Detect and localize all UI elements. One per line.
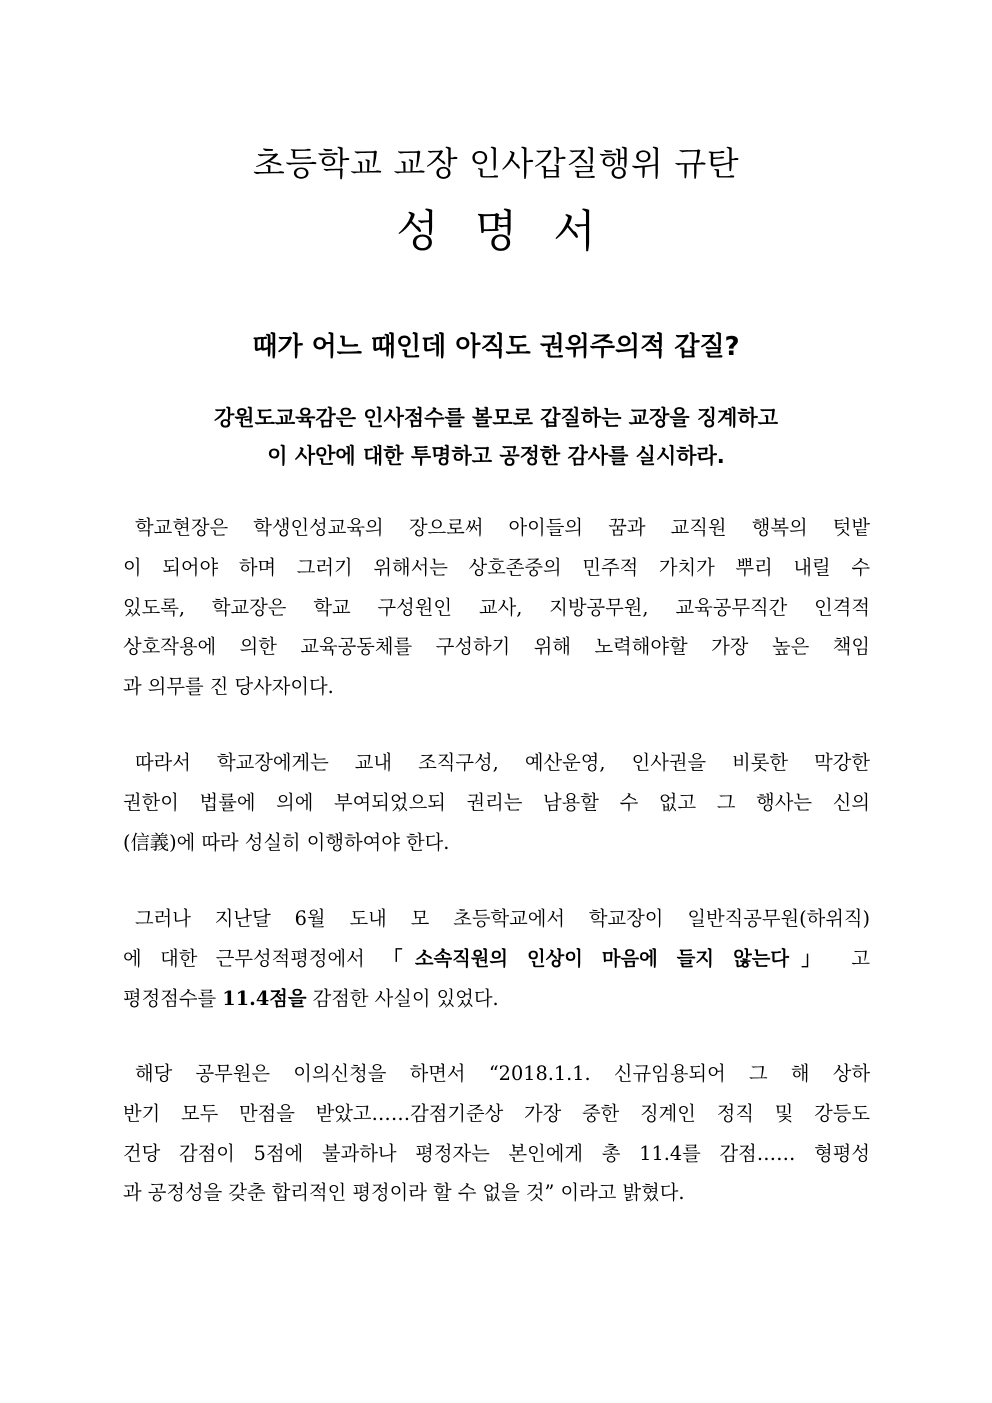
deducted-points: 11.4점을 bbox=[222, 986, 307, 1010]
paragraph-line: 해당 공무원은 이의신청을 하면서 “2018.1.1. 신규임용되어 그 해 상하 bbox=[135, 1062, 870, 1085]
paragraph-line: 과 공정성을 갖춘 합리적인 평정이라 할 수 없을 것” 이라고 밝혔다. bbox=[123, 1181, 685, 1205]
paragraph-text: 에 대한 근무성적평정에서 bbox=[123, 946, 365, 970]
paragraph-2 bbox=[123, 743, 870, 862]
document-title: 성명서 bbox=[396, 206, 632, 257]
paragraph-4 bbox=[123, 1054, 870, 1213]
paragraph-text: 감점한 사실이 있었다. bbox=[312, 986, 499, 1010]
paragraph-line: (信義)에 따라 성실히 이행하여야 한다. bbox=[123, 830, 450, 854]
paragraph-line: 이 되어야 하며 그러기 위해서는 상호존중의 민주적 가치가 뿌리 내릴 수 bbox=[123, 555, 870, 579]
paragraph-text: 고 bbox=[851, 946, 870, 970]
paragraph-line: 반기 모두 만점을 받았고……감점기준상 가장 중한 징계인 정직 및 강등도 bbox=[123, 1101, 870, 1125]
paragraph-line: 있도록, 학교장은 학교 구성원인 교사, 지방공무원, 교육공무직간 인격적 bbox=[123, 595, 870, 619]
paragraph-3 bbox=[123, 899, 870, 1018]
paragraph-line: 상호작용에 의한 교육공동체를 구성하기 위해 노력해야할 가장 높은 책임 bbox=[123, 635, 870, 659]
paragraph-line: 과 의무를 진 당사자이다. bbox=[123, 675, 334, 699]
paragraph-line: 건당 감점이 5점에 불과하나 평정자는 본인에게 총 11.4를 감점…… 형평성 bbox=[123, 1141, 870, 1165]
paragraph-line: 학교현장은 학생인성교육의 장으로써 아이들의 꿈과 교직원 행복의 텃밭 bbox=[135, 516, 870, 539]
paragraph-line: 따라서 학교장에게는 교내 조직구성, 예산운영, 인사권을 비롯한 막강한 bbox=[135, 751, 870, 774]
demand-line-2: 이 사안에 대한 투명하고 공정한 감사를 실시하라. bbox=[267, 444, 725, 468]
document-subtitle: 초등학교 교장 인사갑질행위 규탄 bbox=[252, 144, 740, 183]
paragraph-text: 평정점수를 bbox=[123, 986, 217, 1010]
quoted-reason: 「소속직원의 인상이 마음에 들지 않는다」 bbox=[383, 946, 833, 970]
paragraph-line: 권한이 법률에 의에 부여되었으되 권리는 남용할 수 없고 그 행사는 신의 bbox=[123, 790, 870, 814]
demand-line-1: 강원도교육감은 인사점수를 볼모로 갑질하는 교장을 징계하고 bbox=[214, 406, 778, 430]
headline: 때가 어느 때인데 아직도 권위주의적 갑질? bbox=[252, 332, 740, 362]
paragraph-1 bbox=[123, 508, 870, 707]
paragraph-line: 그러나 지난달 6월 도내 모 초등학교에서 학교장이 일반직공무원(하위직) bbox=[135, 907, 870, 930]
